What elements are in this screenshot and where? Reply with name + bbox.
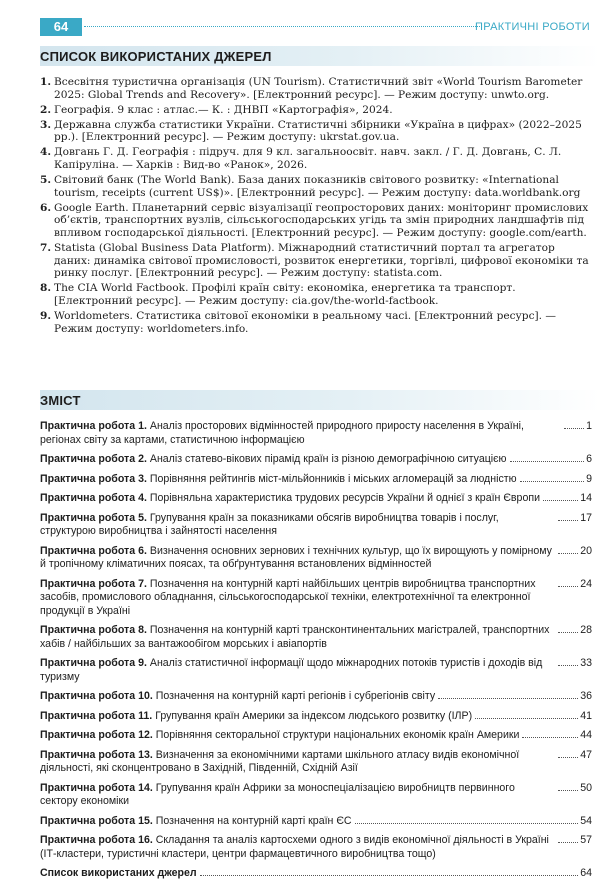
- contents-title: ЗМІСТ: [40, 393, 81, 408]
- contents-entry[interactable]: [40, 578, 592, 619]
- contents-entry[interactable]: [40, 657, 592, 684]
- contents-entry-text: Порівняльна характеристика трудових ресурсів України й однієї з країн Європи: [149, 492, 540, 504]
- contents-entry-page: 9: [586, 472, 592, 485]
- contents-entry-label: Практична робота 5.: [40, 511, 147, 524]
- contents-leader-dots: [558, 632, 578, 633]
- reference-item: [40, 282, 592, 307]
- contents-entry-label: Практична робота 7.: [40, 577, 147, 590]
- reference-item: [40, 242, 592, 280]
- contents-entry-page: 47: [580, 748, 592, 761]
- reference-text: Всесвітня туристична організація (UN Tourism). Статистичний звіт «World Tourism Barometer 2025: Global Trends and Recovery». [Електронний ресурс]. — Режим доступу: unwto.org.: [54, 76, 583, 101]
- contents-entry-label: Практична робота 2.: [40, 453, 147, 465]
- contents-entry-page: 36: [580, 690, 592, 702]
- contents-entry[interactable]: [40, 867, 592, 881]
- contents-leader-dots: [510, 461, 585, 462]
- contents-leader-dots: [438, 698, 578, 699]
- contents-entry-text: Позначення на контурній карті трансконтинентальних магістралей, транспортних хабів / найбільших за вантажообігом морських і авіапортів: [40, 624, 550, 650]
- contents-entry-label: Практична робота 14.: [40, 781, 153, 794]
- reference-number: 3.: [40, 118, 52, 131]
- reference-number: 7.: [40, 242, 52, 255]
- contents-leader-dots: [558, 665, 578, 666]
- contents-entry-label: Практична робота 15.: [40, 814, 153, 827]
- contents-entry-text: Визначення основних зернових і технічних культур, що їх вирощують у помірному й тропічному кліматичних поясах, та обґрунтування встановлених відмінностей: [40, 544, 552, 570]
- contents-entry[interactable]: [40, 815, 592, 829]
- contents-entry-label: Практична робота 9.: [40, 657, 147, 669]
- contents-entry-label: Список використаних джерел: [40, 867, 197, 879]
- contents-entry[interactable]: [40, 492, 592, 506]
- reference-item: [40, 119, 592, 144]
- contents-entry-page: 33: [580, 657, 592, 669]
- contents-entry-text: Групування країн Африки за моноспеціалізацією виробництв первинного сектору економіки: [40, 781, 515, 807]
- contents-entry-page: 64: [580, 867, 592, 879]
- reference-text: The CIA World Factbook. Профілі країн світу: економіка, енергетика та транспорт. [Електронний ресурс]. — Режим доступу: cia.gov/the-world-factbook.: [54, 282, 516, 307]
- header-dotted-rule: [84, 26, 480, 27]
- contents-entry-text: Позначення на контурній карті регіонів і субрегіонів світу: [155, 690, 436, 702]
- contents-entry-page: 24: [580, 577, 592, 590]
- contents-entry[interactable]: [40, 690, 592, 704]
- contents-entry[interactable]: [40, 782, 592, 809]
- contents-entry[interactable]: [40, 729, 592, 743]
- reference-item: [40, 146, 592, 171]
- reference-item: [40, 104, 592, 117]
- contents-entry-page: 41: [580, 709, 592, 722]
- contents-entry-text: Позначення на контурній карті найбільших центрів виробництва транспортних засобів, промислового обладнання, сільськогосподарської техніки, електротехнічної та електронної продукції в Україні: [40, 577, 536, 617]
- contents-entry[interactable]: [40, 453, 592, 467]
- contents-entry-text: Аналіз просторових відмінностей природного приросту населення в Україні, регіонах світу за картами, статистичною інформацією: [40, 420, 524, 446]
- page-number: 64: [40, 18, 82, 36]
- contents-leader-dots: [558, 757, 578, 758]
- reference-text: Географія. 9 клас : атлас.— К. : ДНВП «Картографія», 2024.: [54, 103, 393, 116]
- contents-entry-page: 54: [580, 814, 592, 827]
- contents-entry-label: Практична робота 4.: [40, 492, 147, 504]
- contents-entry[interactable]: [40, 545, 592, 572]
- contents-leader-dots: [520, 481, 585, 482]
- contents-leader-dots: [475, 718, 578, 719]
- contents-leader-dots: [564, 428, 584, 429]
- contents-entry-text: Позначення на контурній карті країн ЄС: [155, 814, 352, 827]
- contents-entry[interactable]: [40, 473, 592, 487]
- contents-entry-text: Аналіз статево-вікових пірамід країн із різною демографічною ситуацією: [149, 453, 507, 465]
- contents-entry[interactable]: [40, 749, 592, 776]
- contents-entry-text: Групування країн Америки за індексом людського розвитку (ІЛР): [155, 709, 473, 722]
- contents-leader-dots: [200, 875, 579, 876]
- contents-entry-page: 20: [580, 544, 592, 557]
- reference-number: 1.: [40, 76, 52, 88]
- contents-entry-page: 28: [580, 624, 592, 636]
- reference-number: 8.: [40, 282, 52, 295]
- contents-leader-dots: [558, 520, 578, 521]
- contents-entry-page: 50: [580, 781, 592, 794]
- contents-entry-label: Практична робота 13.: [40, 748, 153, 761]
- running-head: ПРАКТИЧНІ РОБОТИ: [475, 21, 590, 33]
- reference-number: 5.: [40, 174, 52, 187]
- reference-number: 2.: [40, 103, 52, 116]
- reference-text: Світовий банк (The World Bank). База даних показників світового розвитку: «International tourism, receipts (current US$)». [Електронний ресурс]. — Режим доступу: data.worldbank.org: [54, 174, 581, 199]
- contents-entry-label: Практична робота 11.: [40, 709, 153, 722]
- contents-entry-label: Практична робота 6.: [40, 544, 147, 557]
- contents-entry-page: 6: [586, 453, 592, 465]
- references-title: СПИСОК ВИКОРИСТАНИХ ДЖЕРЕЛ: [40, 49, 272, 64]
- contents-entry-label: Практична робота 12.: [40, 729, 153, 741]
- contents-entry[interactable]: [40, 420, 592, 447]
- contents-entry-page: 57: [580, 834, 592, 846]
- contents-entry-label: Практична робота 16.: [40, 834, 153, 846]
- contents-entry[interactable]: [40, 834, 592, 861]
- reference-item: [40, 76, 592, 101]
- reference-text: Statista (Global Business Data Platform). Міжнародний статистичний портал та агрегатор даних: динаміка світової промисловості, розвиток енергетики, торгівлі, цифрової економіки та ринку послуг. [Електронний ресурс]. — Режим доступу: statista.com.: [54, 242, 589, 280]
- contents-entry-page: 44: [580, 729, 592, 741]
- reference-number: 6.: [40, 201, 52, 214]
- reference-item: [40, 174, 592, 199]
- reference-number: 4.: [40, 146, 52, 159]
- contents-leader-dots: [558, 553, 578, 554]
- contents-entry[interactable]: [40, 710, 592, 724]
- contents-entry-page: 1: [586, 420, 592, 432]
- contents-entry[interactable]: [40, 624, 592, 651]
- contents-list: [40, 420, 592, 887]
- contents-leader-dots: [522, 737, 578, 738]
- reference-item: [40, 202, 592, 240]
- reference-text: Державна служба статистики України. Статистичні збірники «Україна в цифрах» (2022–2025 рр.). [Електронний ресурс]. — Режим доступу: ukrstat.gov.ua.: [54, 118, 582, 144]
- contents-leader-dots: [558, 842, 578, 843]
- contents-entry-text: Порівняння рейтингів міст-мільйонників і міських агломерацій за людністю: [149, 472, 517, 485]
- contents-leader-dots: [558, 790, 578, 791]
- contents-leader-dots: [558, 586, 578, 587]
- contents-entry-label: Практична робота 10.: [40, 690, 153, 702]
- contents-leader-dots: [543, 500, 578, 501]
- contents-entry-text: Складання та аналіз картосхеми одного з видів економічної діяльності в Україні (ІТ-кластери, туристичні кластери, центри фармацевтичного виробництва тощо): [40, 834, 549, 860]
- reference-text: Google Earth. Планетарний сервіс візуалізації геопросторових даних: моніторинг промислових об’єктів, транспортних вузлів, сільськогосподарських угідь та змін природних ландшафтів під впливом господарської діяльності. [Електронний ресурс]. — Режим доступу: google.com/earth.: [54, 201, 589, 240]
- contents-title-bar: [40, 390, 600, 410]
- reference-text: Worldometers. Статистика світової економіки в реальному часі. [Електронний ресурс]. — Режим доступу: worldometers.info.: [54, 310, 556, 335]
- reference-text: Довгань Г. Д. Географія : підруч. для 9 кл. загальноосвіт. навч. закл. / Г. Д. Довгань, С. Л. Капіруліна. — Харків : Вид-во «Ранок», 2026.: [54, 146, 562, 172]
- contents-entry[interactable]: [40, 512, 592, 539]
- contents-leader-dots: [355, 823, 579, 824]
- contents-entry-text: Аналіз статистичної інформації щодо міжнародних потоків туристів і доходів від туризму: [40, 657, 543, 683]
- contents-entry-text: Визначення за економічними картами шкільного атласу видів економічної діяльності, які сконцентровано в Західній, Південній, Східній Азії: [40, 748, 520, 774]
- contents-entry-label: Практична робота 1.: [40, 420, 147, 432]
- contents-entry-text: Групування країн за показниками обсягів виробництва товарів і послуг, структурою виробництва і зайнятості населення: [40, 511, 499, 537]
- reference-number: 9.: [40, 310, 52, 323]
- contents-entry-text: Порівняння секторальної структури національних економік країн Америки: [155, 729, 520, 741]
- reference-item: [40, 310, 592, 335]
- contents-entry-page: 17: [580, 511, 592, 524]
- references-list: [40, 76, 592, 338]
- contents-entry-label: Практична робота 8.: [40, 624, 147, 636]
- contents-entry-page: 14: [580, 492, 592, 504]
- contents-entry-label: Практична робота 3.: [40, 472, 147, 485]
